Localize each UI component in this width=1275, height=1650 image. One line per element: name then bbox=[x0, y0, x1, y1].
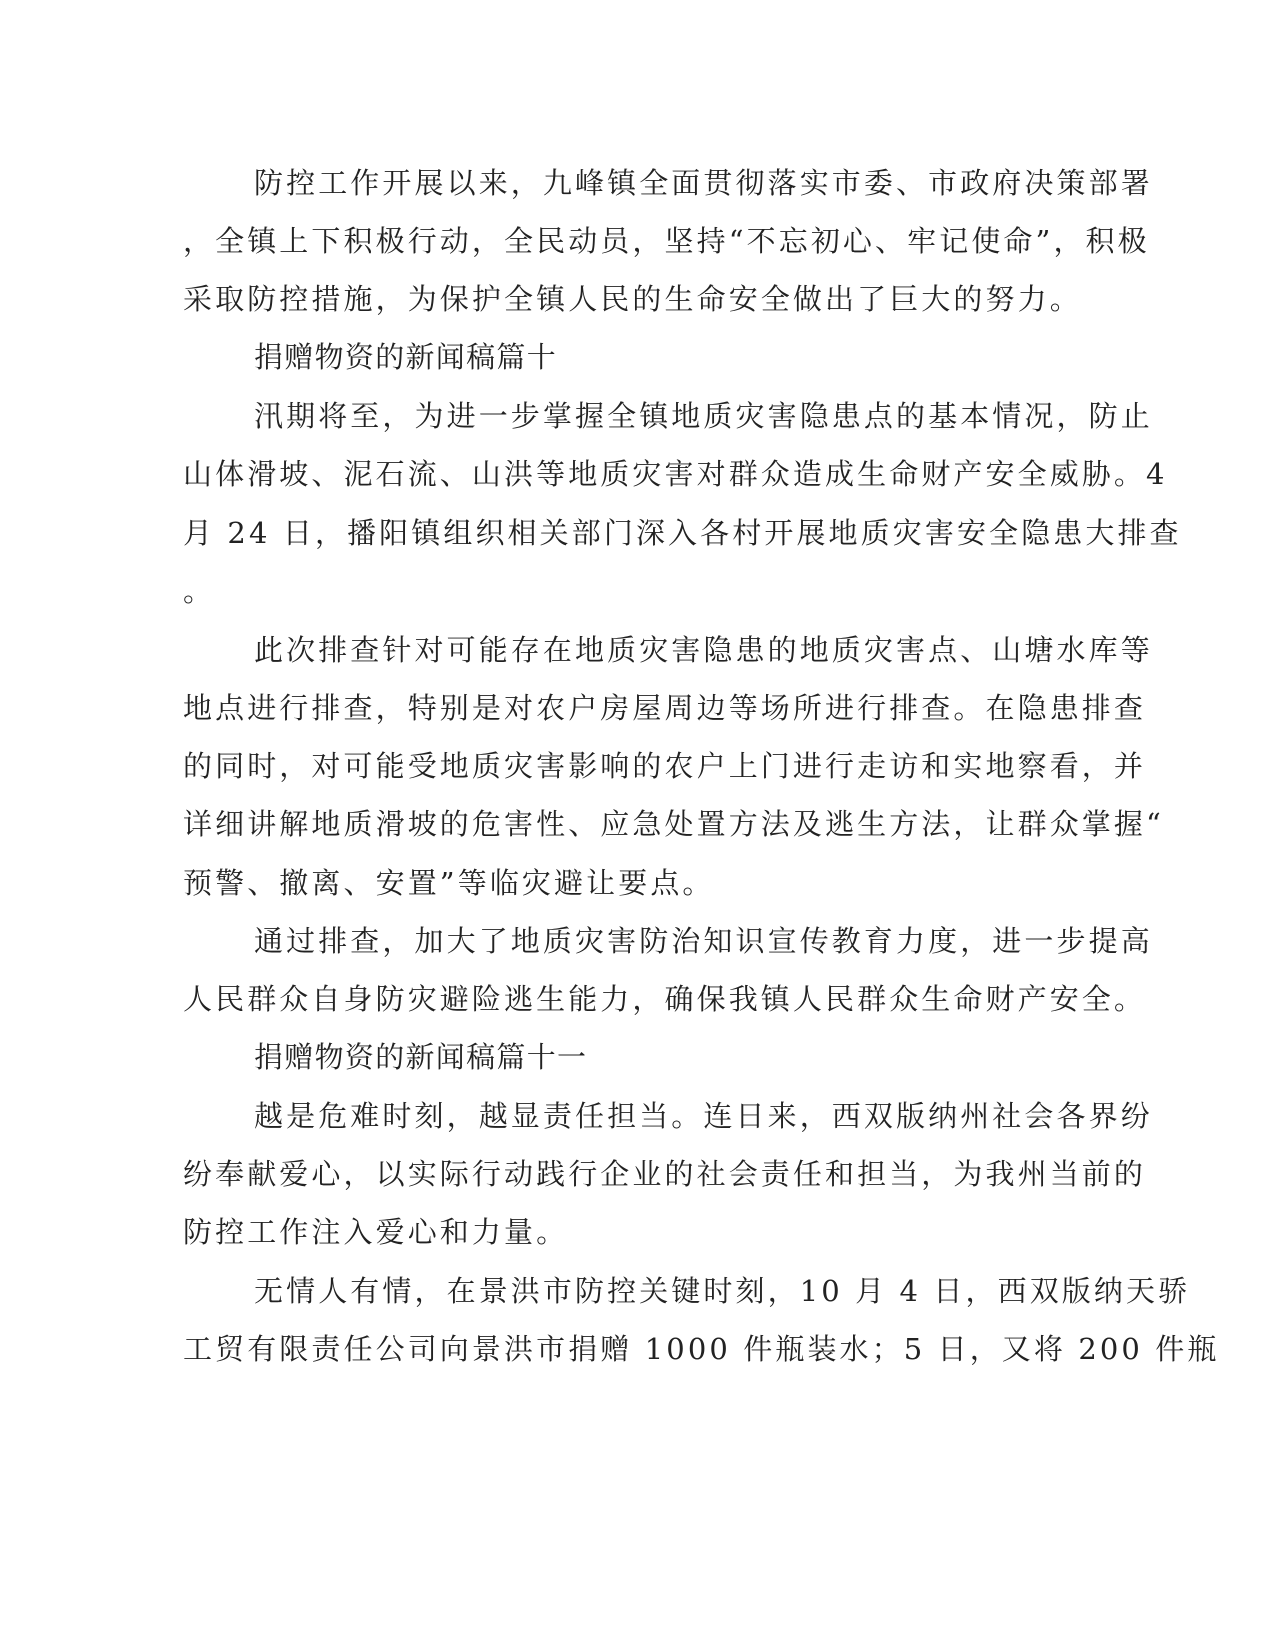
section-heading: 捐赠物资的新闻稿篇十一 bbox=[254, 1040, 588, 1074]
paragraph-line: 通过排查，加大了地质灾害防治知识宣传教育力度，进一步提高 bbox=[254, 924, 1153, 958]
paragraph-line: 越是危难时刻，越显责任担当。连日来，西双版纳州社会各界纷 bbox=[254, 1099, 1153, 1133]
paragraph-line: 工贸有限责任公司向景洪市捐赠 1000 件瓶装水；5 日，又将 200 件瓶 bbox=[183, 1332, 1220, 1366]
paragraph-line: 月 24 日，播阳镇组织相关部门深入各村开展地质灾害安全隐患大排查 bbox=[183, 516, 1182, 550]
paragraph-line: 预警、撤离、安置”等临灾避让要点。 bbox=[183, 866, 715, 900]
section-heading: 捐赠物资的新闻稿篇十 bbox=[254, 340, 558, 374]
paragraph-line: 汛期将至，为进一步掌握全镇地质灾害隐患点的基本情况，防止 bbox=[254, 399, 1153, 433]
paragraph-line: 详细讲解地质滑坡的危害性、应急处置方法及逃生方法，让群众掌握“ bbox=[183, 807, 1164, 841]
paragraph-line: 的同时，对可能受地质灾害影响的农户上门进行走访和实地察看，并 bbox=[183, 749, 1147, 783]
paragraph-line: 山体滑坡、泥石流、山洪等地质灾害对群众造成生命财产安全威胁。4 bbox=[183, 457, 1168, 491]
paragraph-line: ，全镇上下积极行动，全民动员，坚持“不忘初心、牢记使命”，积极 bbox=[183, 224, 1150, 258]
paragraph-line: 采取防控措施，为保护全镇人民的生命安全做出了巨大的努力。 bbox=[183, 282, 1082, 316]
paragraph-line: 此次排查针对可能存在地质灾害隐患的地质灾害点、山塘水库等 bbox=[254, 633, 1153, 667]
paragraph-line: 防控工作注入爱心和力量。 bbox=[183, 1215, 569, 1249]
paragraph-line: 人民群众自身防灾避险逃生能力，确保我镇人民群众生命财产安全。 bbox=[183, 982, 1147, 1016]
paragraph-line: 无情人有情，在景洪市防控关键时刻，10 月 4 日，西双版纳天骄 bbox=[254, 1274, 1191, 1308]
paragraph-line: 。 bbox=[183, 574, 216, 608]
paragraph-line: 防控工作开展以来，九峰镇全面贯彻落实市委、市政府决策部署 bbox=[254, 166, 1153, 200]
paragraph-line: 地点进行排查，特别是对农户房屋周边等场所进行排查。在隐患排查 bbox=[183, 691, 1147, 725]
paragraph-line: 纷奉献爱心，以实际行动践行企业的社会责任和担当，为我州当前的 bbox=[183, 1157, 1147, 1191]
